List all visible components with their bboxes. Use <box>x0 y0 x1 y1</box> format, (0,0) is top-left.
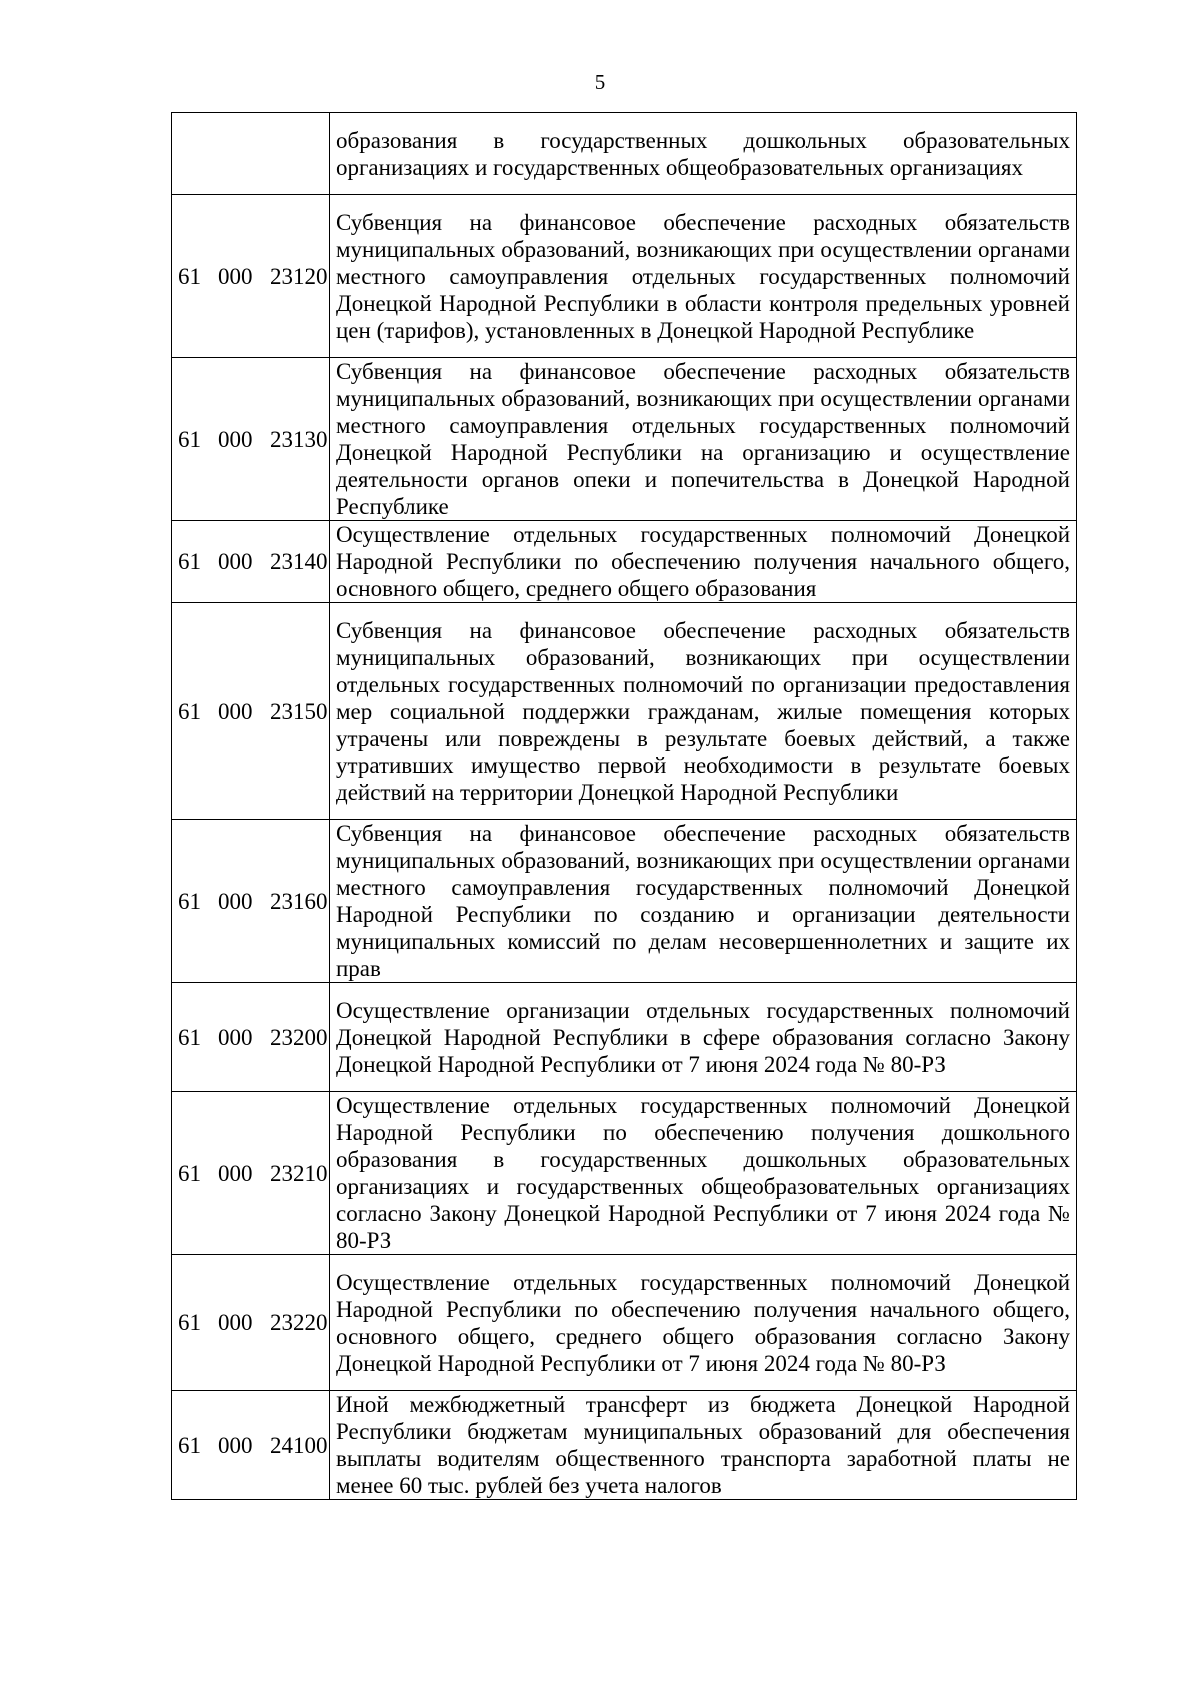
description-cell: Осуществление отдельных государственных полномочий Донецкой Народной Республики по обеспечению получения начального общего, основного общего, среднего общего образования <box>330 521 1077 603</box>
code-part-1: 61 <box>178 698 201 724</box>
description-cell: Субвенция на финансовое обеспечение расходных обязательств муниципальных образований, возникающих при осуществлении отдельных государственных полномочий по организации предоставления мер социальной поддержки гражданам, жилые помещения которых утрачены или повреждены в результате боевых действий, а также утративших имущество первой необходимости в результате боевых действий на территории Донецкой Народной Республики <box>330 603 1077 820</box>
code-part-2: 000 <box>218 1160 253 1186</box>
description-cell: Субвенция на финансовое обеспечение расходных обязательств муниципальных образований, возникающих при осуществлении органами местного самоуправления государственных полномочий Донецкой Народной Республики по созданию и организации деятельности муниципальных комиссий по делам несовершеннолетних и защите их прав <box>330 820 1077 983</box>
code-part-2: 000 <box>218 263 253 289</box>
code-part-1: 61 <box>178 1310 201 1335</box>
table-row <box>172 358 1077 521</box>
description-cell: образования в государственных дошкольных образовательных организациях и государственных общеобразовательных организациях <box>330 113 1077 195</box>
page-number: 5 <box>594 70 606 94</box>
description-cell: Осуществление отдельных государственных полномочий Донецкой Народной Республики по обеспечению получения дошкольного образования в государственных дошкольных образовательных организациях и государственных общеобразовательных организациях согласно Закону Донецкой Народной Республики от 7 июня 2024 года № 80-РЗ <box>330 1092 1077 1255</box>
code-part-3: 23210 <box>270 1160 328 1186</box>
budget-code-table <box>171 112 1077 1500</box>
code-part-2: 000 <box>218 426 253 452</box>
code-part-1: 61 <box>178 888 201 914</box>
code-cell <box>172 195 330 358</box>
table-row <box>172 1255 1077 1391</box>
code-cell <box>172 1391 330 1500</box>
code-part-1: 61 <box>178 1432 201 1458</box>
code-part-2: 000 <box>218 1432 253 1458</box>
code-part-3: 23140 <box>270 549 328 574</box>
code-part-3: 23120 <box>270 263 328 289</box>
description-cell: Осуществление организации отдельных государственных полномочий Донецкой Народной Республики в сфере образования согласно Закону Донецкой Народной Республики от 7 июня 2024 года № 80-РЗ <box>330 983 1077 1092</box>
code-cell <box>172 983 330 1092</box>
code-part-1: 61 <box>178 1160 201 1186</box>
code-part-2: 000 <box>218 698 253 724</box>
description-cell: Осуществление отдельных государственных полномочий Донецкой Народной Республики по обеспечению получения начального общего, основного общего, среднего общего образования согласно Закону Донецкой Народной Республики от 7 июня 2024 года № 80-РЗ <box>330 1255 1077 1391</box>
code-part-3: 23220 <box>270 1310 328 1335</box>
code-cell <box>172 1092 330 1255</box>
code-cell <box>172 1255 330 1391</box>
code-part-1: 61 <box>178 263 201 289</box>
description-cell: Иной межбюджетный трансферт из бюджета Донецкой Народной Республики бюджетам муниципальных образований для обеспечения выплаты водителям общественного транспорта заработной платы не менее 60 тыс. рублей без учета налогов <box>330 1391 1077 1500</box>
code-part-2: 000 <box>218 549 253 574</box>
code-cell <box>172 603 330 820</box>
table-row <box>172 195 1077 358</box>
code-part-1: 61 <box>178 426 201 452</box>
code-part-3: 23150 <box>270 698 328 724</box>
code-part-1: 61 <box>178 1024 201 1050</box>
code-part-3: 24100 <box>270 1432 328 1458</box>
code-part-3: 23200 <box>270 1024 328 1050</box>
code-part-3: 23160 <box>270 888 328 914</box>
code-cell <box>172 820 330 983</box>
code-part-2: 000 <box>218 1310 253 1335</box>
code-cell <box>172 113 330 195</box>
table-row <box>172 603 1077 820</box>
table-row <box>172 1391 1077 1500</box>
code-cell <box>172 521 330 603</box>
table-row <box>172 983 1077 1092</box>
code-part-2: 000 <box>218 1024 253 1050</box>
description-cell: Субвенция на финансовое обеспечение расходных обязательств муниципальных образований, возникающих при осуществлении органами местного самоуправления отдельных государственных полномочий Донецкой Народной Республики на организацию и осуществление деятельности органов опеки и попечительства в Донецкой Народной Республике <box>330 358 1077 521</box>
code-part-1: 61 <box>178 549 201 574</box>
table-row <box>172 1092 1077 1255</box>
code-part-3: 23130 <box>270 426 328 452</box>
code-part-2: 000 <box>218 888 253 914</box>
table-row <box>172 521 1077 603</box>
code-cell <box>172 358 330 521</box>
table-row <box>172 113 1077 195</box>
description-cell: Субвенция на финансовое обеспечение расходных обязательств муниципальных образований, возникающих при осуществлении органами местного самоуправления отдельных государственных полномочий Донецкой Народной Республики в области контроля предельных уровней цен (тарифов), установленных в Донецкой Народной Республике <box>330 195 1077 358</box>
table-row <box>172 820 1077 983</box>
